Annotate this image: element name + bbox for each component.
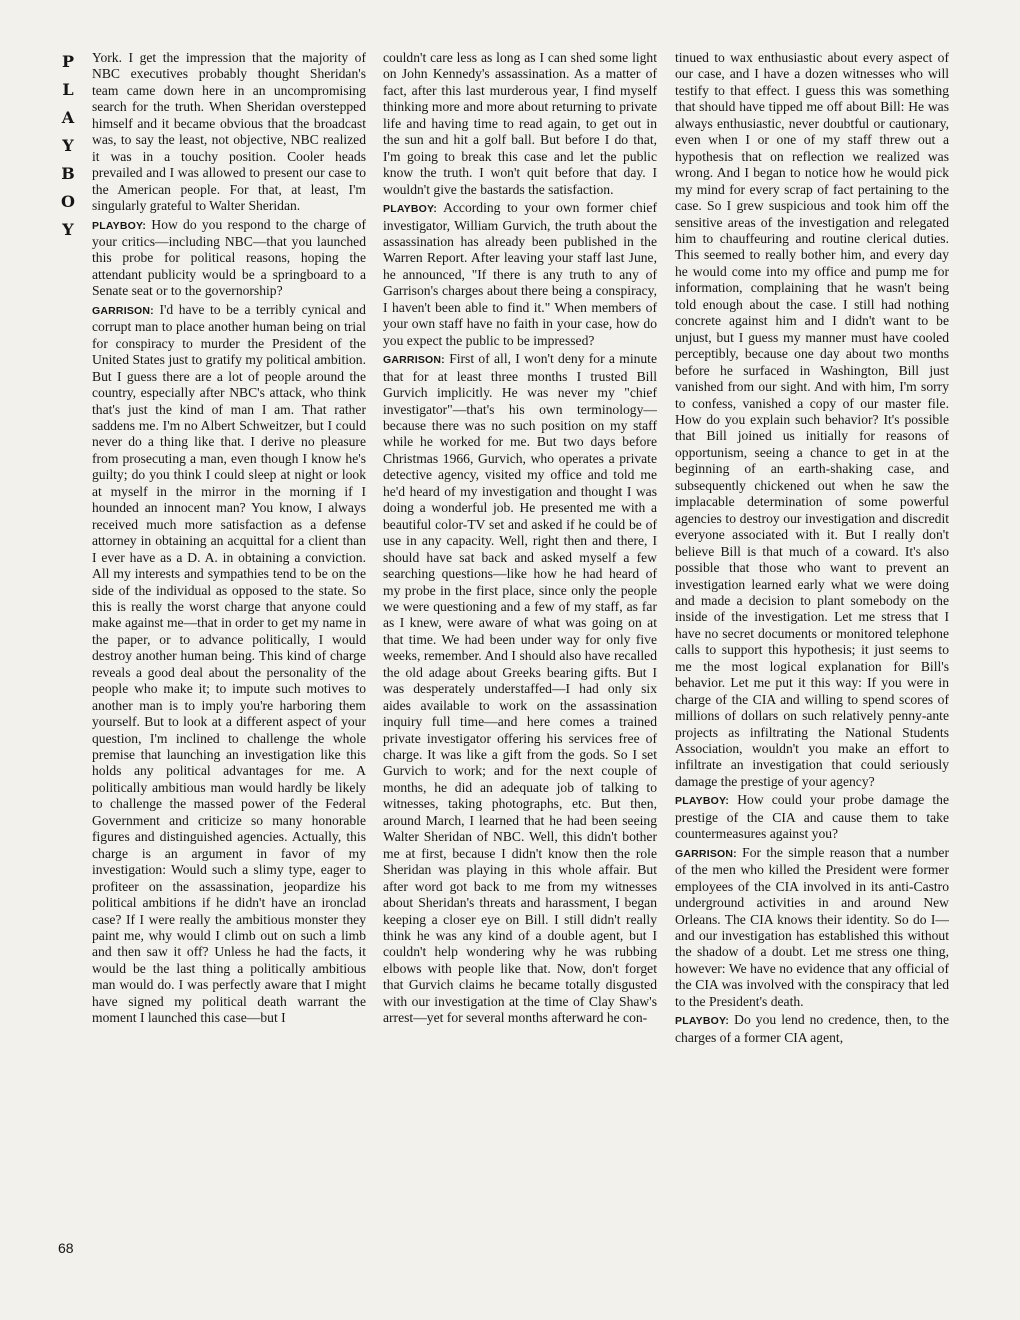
paragraph-text: York. I get the impression that the majority of NBC executives probably thought Sheridan's team came down here in an uncompromising search for the truth. When Sheridan overstepped himself and it became obvious that the broadcast was, to say the least, not objective, NBC realized it was in a touchy position. Cooler heads prevailed and I was allowed to present our case to the American people. For that, at least, I'm singularly grateful to Walter Sheridan.	[92, 50, 366, 214]
paragraph-text: How do you respond to the charge of your critics—including NBC—that you launched this probe for political reasons, hoping the attendant publicity would be a springboard to a Senate seat or to the governorship?	[92, 216, 366, 299]
speaker-label: PLAYBOY:	[675, 795, 730, 808]
text-column-2	[383, 50, 657, 1027]
speaker-label: PLAYBOY:	[675, 1015, 730, 1028]
paragraph	[383, 50, 657, 198]
paragraph	[92, 217, 366, 300]
title-letter: B	[61, 164, 75, 183]
paragraph-text: For the simple reason that a number of the men who killed the President were former employees of the CIA involved in its anti-Castro underground activities in and around New Orleans. The CIA knows their identity. So do I—and our investigation has established this without the shadow of a doubt. Let me stress one thing, however: We have no evidence that any official of the CIA was involved with the conspiracy that led to the President's death.	[675, 844, 949, 1009]
text-column-3	[675, 50, 949, 1046]
page-number: 68	[58, 1240, 74, 1256]
paragraph	[92, 50, 366, 215]
paragraph-text: How could your probe damage the prestige of the CIA and cause them to take countermeasures against you?	[675, 792, 949, 842]
speaker-label: PLAYBOY:	[92, 219, 147, 232]
paragraph-text: tinued to wax enthusiastic about every aspect of our case, and I have a dozen witnesses who will testify to that effect. I guess this was something that should have tipped me off about Bill: He was always enthusiastic, never doubtful or cautionary, even when I or one of my staff threw out a hypothesis that on reflection we realized was wrong. And I began to notice how he would pick my mind for every scrap of fact pertaining to the case. So I grew suspicious and took him off the sensitive areas of the investigation and relegated him to chauffeuring and routine clerical duties. This seemed to really bother him, and every day he would come into my office and pump me for information, complaining that he wasn't being told enough about the case. I still had nothing concrete against him and I didn't want to be unjust, but I guess my manner must have cooled perceptibly, because one day about two months before he surfaced in Washington, Bill just vanished from our sight. And with him, I'm sorry to confess, vanished a copy of our master file. How do you explain such behavior? It's possible that Bill joined us initially for reasons of opportunism, seeing a chance to get in at the beginning of an earth-shaking case, and subsequently chickened out when he saw the implacable determination of some powerful agencies to destroy our investigation and discredit everyone associated with it. But I really don't believe Bill is that much of a coward. It's also possible that those who want to prevent an investigation learned early what we were doing and made a decision to plant somebody on the inside of the investigation. Let me stress that I have no secret documents or monitored telephone calls to support this hypothesis; it just seems to me the most logical explanation for Bill's behavior. Let me put it this way: If you were in charge of the CIA and willing to spend scores of millions of dollars on such relatively penny-ante projects as infiltrating the National Students Association, wouldn't you make an effort to infiltrate an investigation that could seriously damage the prestige of your agency?	[675, 50, 949, 789]
speaker-label: GARRISON:	[675, 847, 737, 860]
paragraph	[383, 351, 657, 1027]
title-letter: Y	[62, 220, 74, 239]
paragraph-text: According to your own former chief investigator, William Gurvich, the truth about the assassination has already been published in the Warren Report. After leaving your staff last June, he announced, "If there is any truth to any of Garrison's charges about there being a conspiracy, I haven't been able to find it." When members of your own staff have no faith in your case, how do you expect the public to be impressed?	[383, 200, 657, 348]
text-column-1	[92, 50, 366, 1027]
paragraph	[92, 302, 366, 1027]
paragraph	[383, 200, 657, 349]
paragraph-text: First of all, I won't deny for a minute that for at least three months I trusted Bill Gurvich implicitly. He was never my "chief investigator"—that's his own terminology—because there was no such position on my staff while he worked for me. But two days before Christmas 1966, Gurvich, who operates a private detective agency, visited my office and told me he'd heard of my investigation and thought I was doing a wonderful job. He presented me with a beautiful color-TV set and asked if he could be of use in any capacity. Well, right then and there, I should have sat back and asked myself a few searching questions—like how he had heard of my probe in the first place, since only the people we were questioning and a few of my staff, as far as I knew, were aware of what was going on at that time. We had been under way for only five weeks, remember. And I should also have recalled the old adage about Greeks bearing gifts. But I was desperately understaffed—I had only six aides available to work on the assassination inquiry full time—and here comes a trained private investigator offering his services free of charge. It was like a gift from the gods. So I set Gurvich to work; and for the next couple of months, he did an adequate job of talking to witnesses, taking photographs, etc. But then, around March, I learned that he had been seeing Walter Sheridan of NBC. Well, this didn't bother me at first, because I didn't know then the role Sheridan was playing in this whole affair. But after word got back to me from my witnesses about Sheridan's threats and harassment, I began keeping a closer eye on Bill. I still didn't really think he was any kind of a double agent, but I couldn't help wondering why he was rubbing elbows with people like that. Now, don't forget that Gurvich claims he became totally disgusted with our investigation at the time of Clay Shaw's arrest—yet for several months afterward he con-	[383, 351, 657, 1026]
paragraph-text: couldn't care less as long as I can shed some light on John Kennedy's assassination. As a matter of fact, after this last murderous year, I find myself thinking more and more about returning to private life and having time to read again, to get out in the sun and hit a golf ball. But before I do that, I'm going to break this case and let the public know the truth. I won't quit before that day. I wouldn't give the bastards the satisfaction.	[383, 50, 657, 197]
paragraph-text: I'd have to be a terribly cynical and corrupt man to place another human being on trial for conspiracy to murder the President of the United States just to gratify my political ambition. But I guess there are a lot of people around the country, especially after NBC's attack, who think that's just the kind of man I am. That rather saddens me. I'm no Albert Schweitzer, but I could never do a thing like that. I derive no pleasure from prosecuting a man, even though I know he's guilty; do you think I could sleep at night or look at myself in the mirror in the morning if I hounded an innocent man? You know, I always received much more satisfaction as a defense attorney in obtaining an acquittal for a client than I ever have as a D. A. in obtaining a conviction. All my interests and sympathies tend to be on the side of the individual as opposed to the state. So this is really the worst charge that anyone could make against me—that in order to get my name in the paper, or to advance politically, I would destroy another human being. This kind of charge reveals a good deal about the personality of the people who make it; to impute such motives to another man is to imply you're harboring them yourself. But to look at a different aspect of your question, I'm inclined to challenge the whole premise that launching an investigation like this holds any political advantages for me. A politically ambitious man would hardly be likely to challenge the massed power of the Federal Government and criticize so many honorable figures and distinguished agencies. Actually, this charge is an argument in favor of my investigation: Would such a slimy type, eager to profiteer on the assassination, jeopardize his political ambitions if he didn't have an ironclad case? If I were really the ambitious monster they paint me, why would I climb out on such a limb and then saw it off? Unless he had the facts, it would be the last thing a politically ambitious man would do. I was perfectly aware that I might have signed my political death warrant the moment I launched this case—but I	[92, 301, 366, 1026]
title-letter: Y	[62, 136, 74, 155]
speaker-label: GARRISON:	[383, 354, 445, 367]
title-letter: L	[62, 80, 74, 99]
title-letter: P	[61, 52, 75, 71]
title-letter: O	[61, 192, 75, 211]
paragraph	[675, 1012, 949, 1046]
paragraph	[675, 845, 949, 1011]
speaker-label: PLAYBOY:	[383, 203, 438, 216]
speaker-label: GARRISON:	[92, 304, 154, 317]
title-letter: A	[61, 108, 75, 127]
paragraph	[675, 50, 949, 790]
paragraph-text: Do you lend no credence, then, to the charges of a former CIA agent,	[675, 1012, 949, 1045]
magazine-vertical-title	[56, 48, 80, 244]
paragraph	[675, 792, 949, 842]
